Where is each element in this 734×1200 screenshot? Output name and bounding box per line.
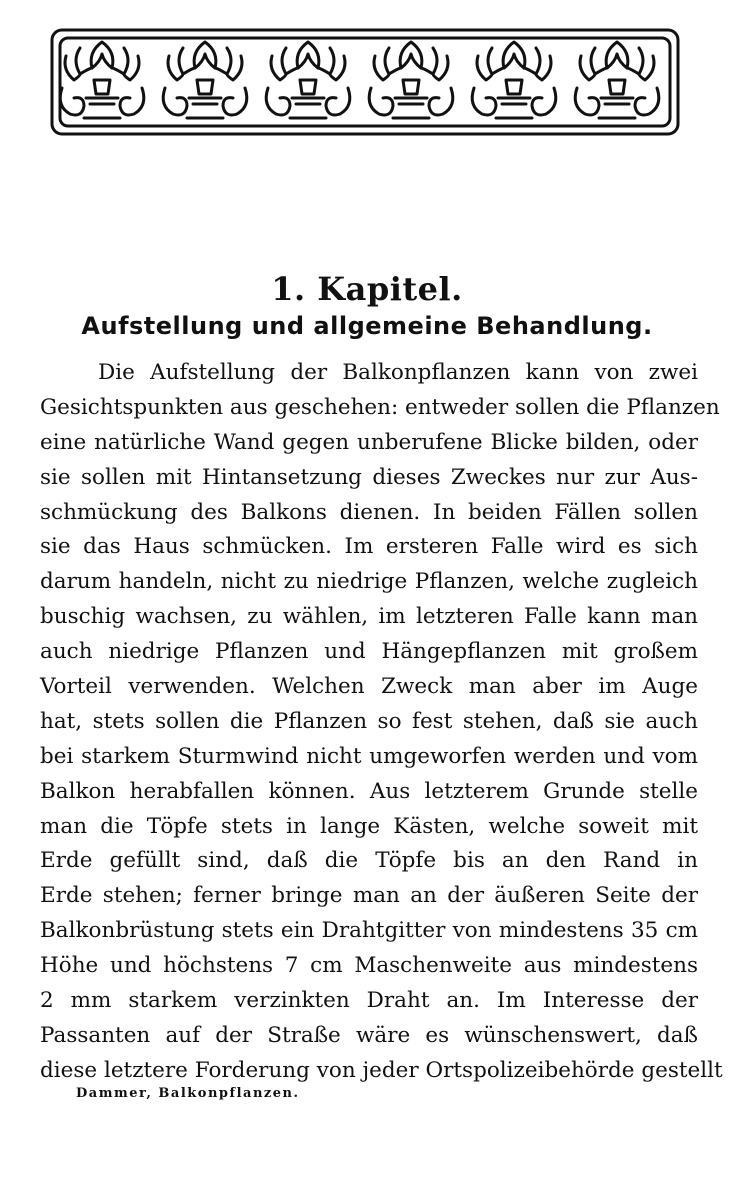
body-paragraph <box>40 356 723 1089</box>
text-line: Vorteil verwenden. Welchen Zweck man aber im Auge <box>40 674 698 700</box>
text-line: Erde stehen; ferner bringe man an der äußeren Seite der <box>40 883 698 909</box>
chapter-title: Aufstellung und allgemeine Behandlung. <box>81 312 653 340</box>
text-line: Erde gefüllt sind, daß die Töpfe bis an den Rand in <box>40 848 698 874</box>
text-line: Passanten auf der Straße wäre es wünschenswert, daß <box>40 1022 698 1048</box>
footer-signature: Dammer, Balkonpflanzen. <box>76 1086 300 1101</box>
text-line: schmückung des Balkons dienen. In beiden Fällen sollen <box>40 499 698 525</box>
text-line: Gesichtspunkten aus geschehen: entweder sollen die Pflanzen <box>40 394 720 420</box>
chapter-number: 1. Kapitel. <box>271 270 463 308</box>
text-line: darum handeln, nicht zu niedrige Pflanzen, welche zugleich <box>40 569 698 595</box>
text-line: eine natürliche Wand gegen unberufene Blicke bilden, oder <box>40 429 698 455</box>
text-line: Balkon herabfallen können. Aus letzterem Grunde stelle <box>40 778 698 804</box>
text-line: Die Aufstellung der Balkonpflanzen kann von zwei <box>98 360 698 385</box>
text-line: man die Töpfe stets in lange Kästen, welche soweit mit <box>40 813 698 839</box>
text-line: diese letztere Forderung von jeder Ortspolizeibehörde gestellt <box>40 1057 723 1083</box>
palmette-frieze-ornament <box>50 28 680 136</box>
text-line: sie sollen mit Hintansetzung dieses Zweckes nur zur Aus- <box>40 464 698 490</box>
text-line: auch niedrige Pflanzen und Hängepflanzen mit großem <box>40 639 698 665</box>
text-line: bei starkem Sturmwind nicht umgeworfen werden und vom <box>40 743 698 769</box>
text-line: sie das Haus schmücken. Im ersteren Falle wird es sich <box>40 534 698 560</box>
text-line: Höhe und höchstens 7 cm Maschenweite aus mindestens <box>40 953 698 979</box>
text-line: buschig wachsen, zu wählen, im letzteren Falle kann man <box>40 604 698 630</box>
text-line: 2 mm starkem verzinkten Draht an. Im Interesse der <box>40 988 698 1014</box>
text-line: hat, stets sollen die Pflanzen so fest stehen, daß sie auch <box>40 708 698 734</box>
text-line: Balkonbrüstung stets ein Drahtgitter von mindestens 35 cm <box>40 918 698 944</box>
